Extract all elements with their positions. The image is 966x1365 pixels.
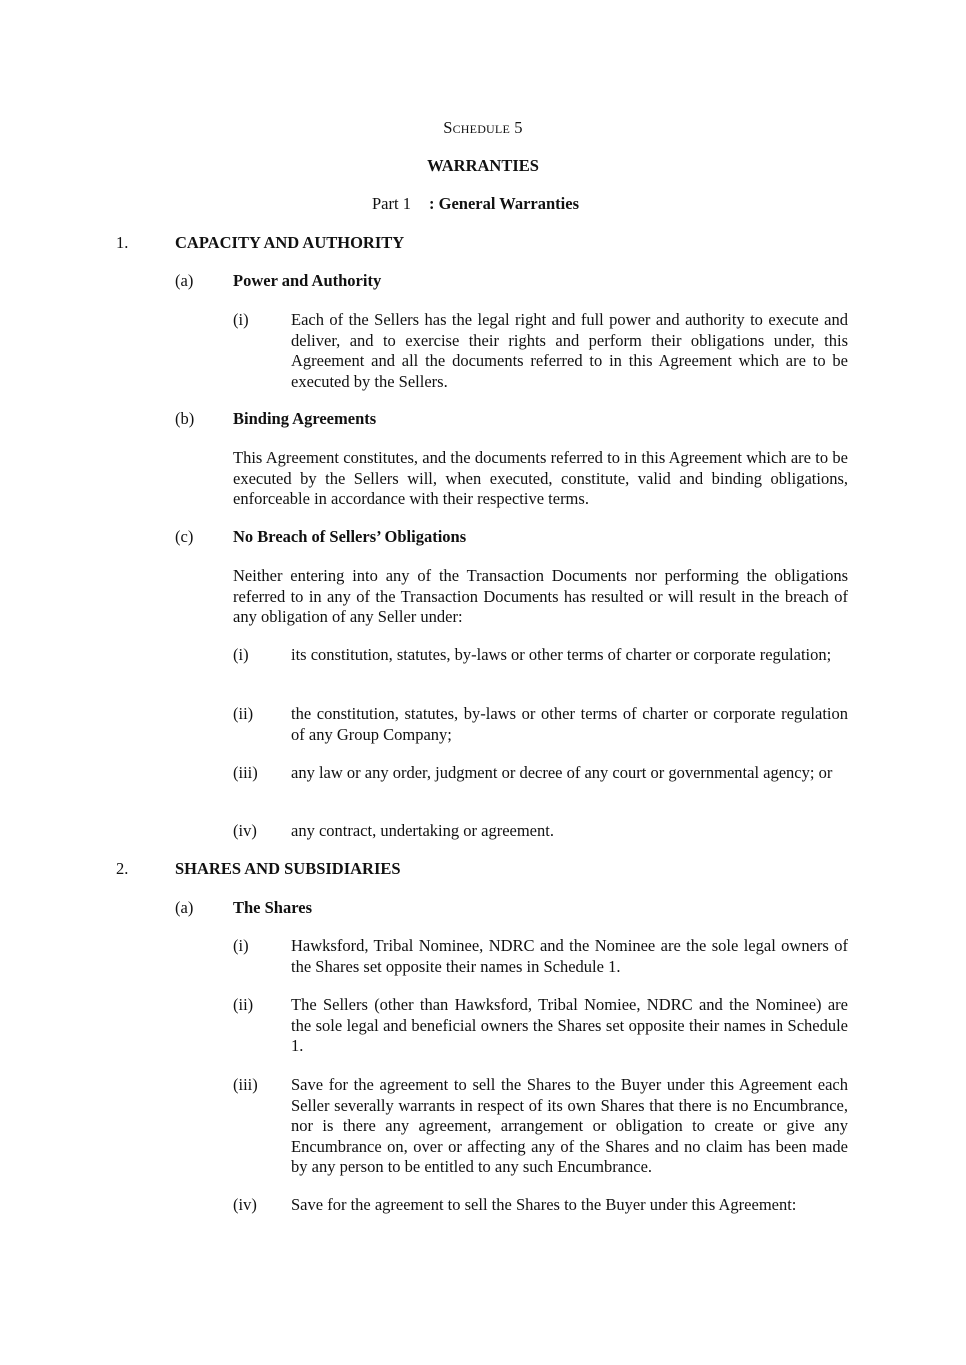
subsection-label: (b) [175, 409, 195, 428]
subsection-title: The Shares [233, 898, 313, 917]
section-title: CAPACITY AND AUTHORITY [175, 233, 405, 252]
item-label: (ii) [233, 995, 254, 1014]
subsection-title: No Breach of Sellers’ Obligations [233, 527, 467, 546]
item-label: (i) [233, 936, 249, 955]
subsection-text: This Agreement constitutes, and the documents referred to in this Agreement which are to be executed by the Sellers will, when executed, constitute, valid and binding obligations, enforceable in accordance with their respective terms. [233, 448, 848, 508]
item-text: Hawksford, Tribal Nominee, NDRC and the Nominee are the sole legal owners of the Shares set opposite their names in Schedule 1. [291, 936, 848, 976]
item-text: any contract, undertaking or agreement. [291, 821, 554, 840]
schedule-title: Schedule 5 [443, 118, 523, 137]
item-text: the constitution, statutes, by-laws or other terms of charter or corporate regulation of any Group Company; [291, 704, 848, 744]
item-text: its constitution, statutes, by-laws or other terms of charter or corporate regulation; [291, 645, 832, 664]
section-number: 2. [116, 859, 129, 878]
item-text: Save for the agreement to sell the Shares to the Buyer under this Agreement each Seller severally warrants in respect of its own Shares that there is no Encumbrance, nor is there any agreement, arrangement or obligation to create or give any Encumbrance on, over or affecting any of the Shares and no claim has been made by any person to be entitled to any such Encumbrance. [291, 1075, 848, 1176]
section-title: SHARES AND SUBSIDIARIES [175, 859, 401, 878]
subsection-text: Neither entering into any of the Transaction Documents nor performing the obligations referred to in any of the Transaction Documents has resulted or will result in the breach of any obligation of any Seller under: [233, 566, 848, 626]
item-label: (iv) [233, 1195, 257, 1214]
item-label: (iv) [233, 821, 257, 840]
section-number: 1. [116, 233, 129, 252]
subsection-label: (a) [175, 271, 194, 290]
main-heading: WARRANTIES [427, 156, 539, 175]
item-label: (i) [233, 645, 249, 664]
item-label: (ii) [233, 704, 254, 723]
subsection-label: (a) [175, 898, 194, 917]
item-text: The Sellers (other than Hawksford, Tribal Nomiee, NDRC and the Nominee) are the sole legal and beneficial owners the Shares set opposite their names in Schedule 1. [291, 995, 848, 1055]
item-text: Each of the Sellers has the legal right and full power and authority to execute and deliver, and to exercise their rights and perform their obligations under, this Agreement and all the documents referred to in this Agreement which are to be executed by the Sellers. [291, 310, 848, 391]
part-label: Part 1 [372, 194, 411, 213]
subsection-title: Power and Authority [233, 271, 382, 290]
item-text: Save for the agreement to sell the Shares to the Buyer under this Agreement: [291, 1195, 797, 1214]
item-label: (iii) [233, 1075, 258, 1094]
item-label: (i) [233, 310, 249, 329]
subsection-title: Binding Agreements [233, 409, 377, 428]
item-text: any law or any order, judgment or decree of any court or governmental agency; or [291, 763, 833, 782]
item-label: (iii) [233, 763, 258, 782]
part-title: : General Warranties [429, 194, 579, 213]
subsection-label: (c) [175, 527, 194, 546]
